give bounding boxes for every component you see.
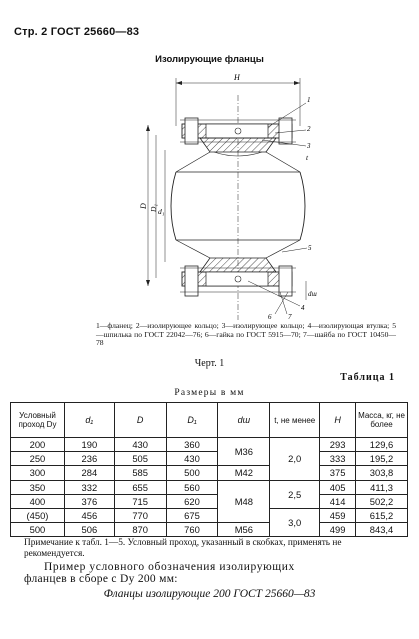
- cell-t: 2,0: [270, 438, 320, 481]
- cell-D1: 560: [166, 480, 218, 494]
- callout-7: 7: [288, 313, 292, 320]
- cell-d1: 236: [64, 452, 114, 466]
- cell-D: 585: [114, 466, 166, 480]
- header-dsh: dш: [218, 403, 270, 438]
- cell-dy: (450): [11, 508, 65, 522]
- dim-t: t: [306, 153, 309, 162]
- header-t: t, не менее: [270, 403, 320, 438]
- cell-d1: 332: [64, 480, 114, 494]
- callout-6: 6: [268, 313, 272, 320]
- cell-dsh: M42: [218, 466, 270, 480]
- dimensions-table: [10, 402, 408, 537]
- callout-5: 5: [308, 244, 312, 252]
- header-d1: d₁: [64, 403, 114, 438]
- header-D: D: [114, 403, 166, 438]
- dim-D1: D₁: [149, 203, 158, 212]
- figure-title: Изолирующие фланцы: [155, 54, 264, 65]
- cell-H: 293: [320, 438, 356, 452]
- cell-D: 505: [114, 452, 166, 466]
- cell-D1: 675: [166, 508, 218, 522]
- table-note: Примечание к табл. 1—5. Условный проход, указанный в скобках, применять не рекомендуется.: [24, 538, 342, 559]
- cell-d1: 284: [64, 466, 114, 480]
- flange-drawing: [0, 64, 419, 320]
- cell-t: 3,0: [270, 508, 320, 536]
- page-header: Стр. 2 ГОСТ 25660—83: [14, 26, 140, 38]
- figure-caption: Черт. 1: [194, 358, 225, 369]
- dim-dsh: dш: [308, 290, 317, 298]
- cell-H: 375: [320, 466, 356, 480]
- cell-dsh: M48: [218, 480, 270, 523]
- callout-3: 3: [307, 142, 311, 150]
- cell-D: 655: [114, 480, 166, 494]
- callout-1: 1: [307, 96, 311, 104]
- cell-mass: 615,2: [356, 508, 408, 522]
- cell-dy: 300: [11, 466, 65, 480]
- cell-d1: 190: [64, 438, 114, 452]
- cell-H: 499: [320, 523, 356, 537]
- cell-mass: 843,4: [356, 523, 408, 537]
- cell-mass: 303,8: [356, 466, 408, 480]
- cell-d1: 506: [64, 523, 114, 537]
- cell-dy: 350: [11, 480, 65, 494]
- table-row: [11, 508, 408, 522]
- cell-dy: 400: [11, 494, 65, 508]
- cell-D1: 620: [166, 494, 218, 508]
- header-H: H: [320, 403, 356, 438]
- dim-d1: d₁: [158, 207, 165, 216]
- example-designation: Фланцы изолирующие 200 ГОСТ 25660—83: [103, 588, 316, 600]
- header-mass: Масса, кг, не более: [356, 403, 408, 438]
- cell-D: 870: [114, 523, 166, 537]
- cell-mass: 502,2: [356, 494, 408, 508]
- header-D1: D₁: [166, 403, 218, 438]
- table-row: [11, 494, 408, 508]
- cell-dy: 500: [11, 523, 65, 537]
- cell-D1: 500: [166, 466, 218, 480]
- cell-d1: 456: [64, 508, 114, 522]
- table-row: [11, 480, 408, 494]
- figure-legend: 1—фланец; 2—изолирующее кольцо; 3—изолирующее кольцо; 4—изолирующая втулка; 5—шпилька по ГОСТ 22042—76; 6—гайка по ГОСТ 5915—70; 7—шайба по ГОСТ 10450—78: [96, 321, 396, 348]
- callout-2: 2: [307, 125, 311, 133]
- cell-dy: 250: [11, 452, 65, 466]
- cell-mass: 195,2: [356, 452, 408, 466]
- dim-D: D: [139, 203, 148, 209]
- cell-D1: 360: [166, 438, 218, 452]
- cell-H: 405: [320, 480, 356, 494]
- cell-dy: 200: [11, 438, 65, 452]
- table-label: Таблица 1: [340, 372, 395, 383]
- cell-D: 430: [114, 438, 166, 452]
- callout-4: 4: [301, 304, 305, 312]
- table-units: Размеры в мм: [174, 388, 245, 398]
- cell-H: 414: [320, 494, 356, 508]
- example-heading: Пример условного обозначения изолирующих: [44, 561, 295, 573]
- cell-H: 459: [320, 508, 356, 522]
- cell-mass: 411,3: [356, 480, 408, 494]
- cell-D1: 760: [166, 523, 218, 537]
- table-row: [11, 438, 408, 452]
- table-row: [11, 452, 408, 466]
- cell-t: 2,5: [270, 480, 320, 508]
- table-row: [11, 523, 408, 537]
- table-header-row: [11, 403, 408, 438]
- cell-D1: 430: [166, 452, 218, 466]
- cell-D: 770: [114, 508, 166, 522]
- header-dy: Условный проход Dу: [11, 403, 65, 438]
- table-row: [11, 466, 408, 480]
- cell-dsh: M56: [218, 523, 270, 537]
- cell-mass: 129,6: [356, 438, 408, 452]
- example-subheading: фланцев в сборе с Dу 200 мм:: [24, 573, 178, 585]
- cell-H: 333: [320, 452, 356, 466]
- cell-d1: 376: [64, 494, 114, 508]
- cell-dsh: M36: [218, 438, 270, 466]
- cell-D: 715: [114, 494, 166, 508]
- dim-H: H: [234, 73, 240, 82]
